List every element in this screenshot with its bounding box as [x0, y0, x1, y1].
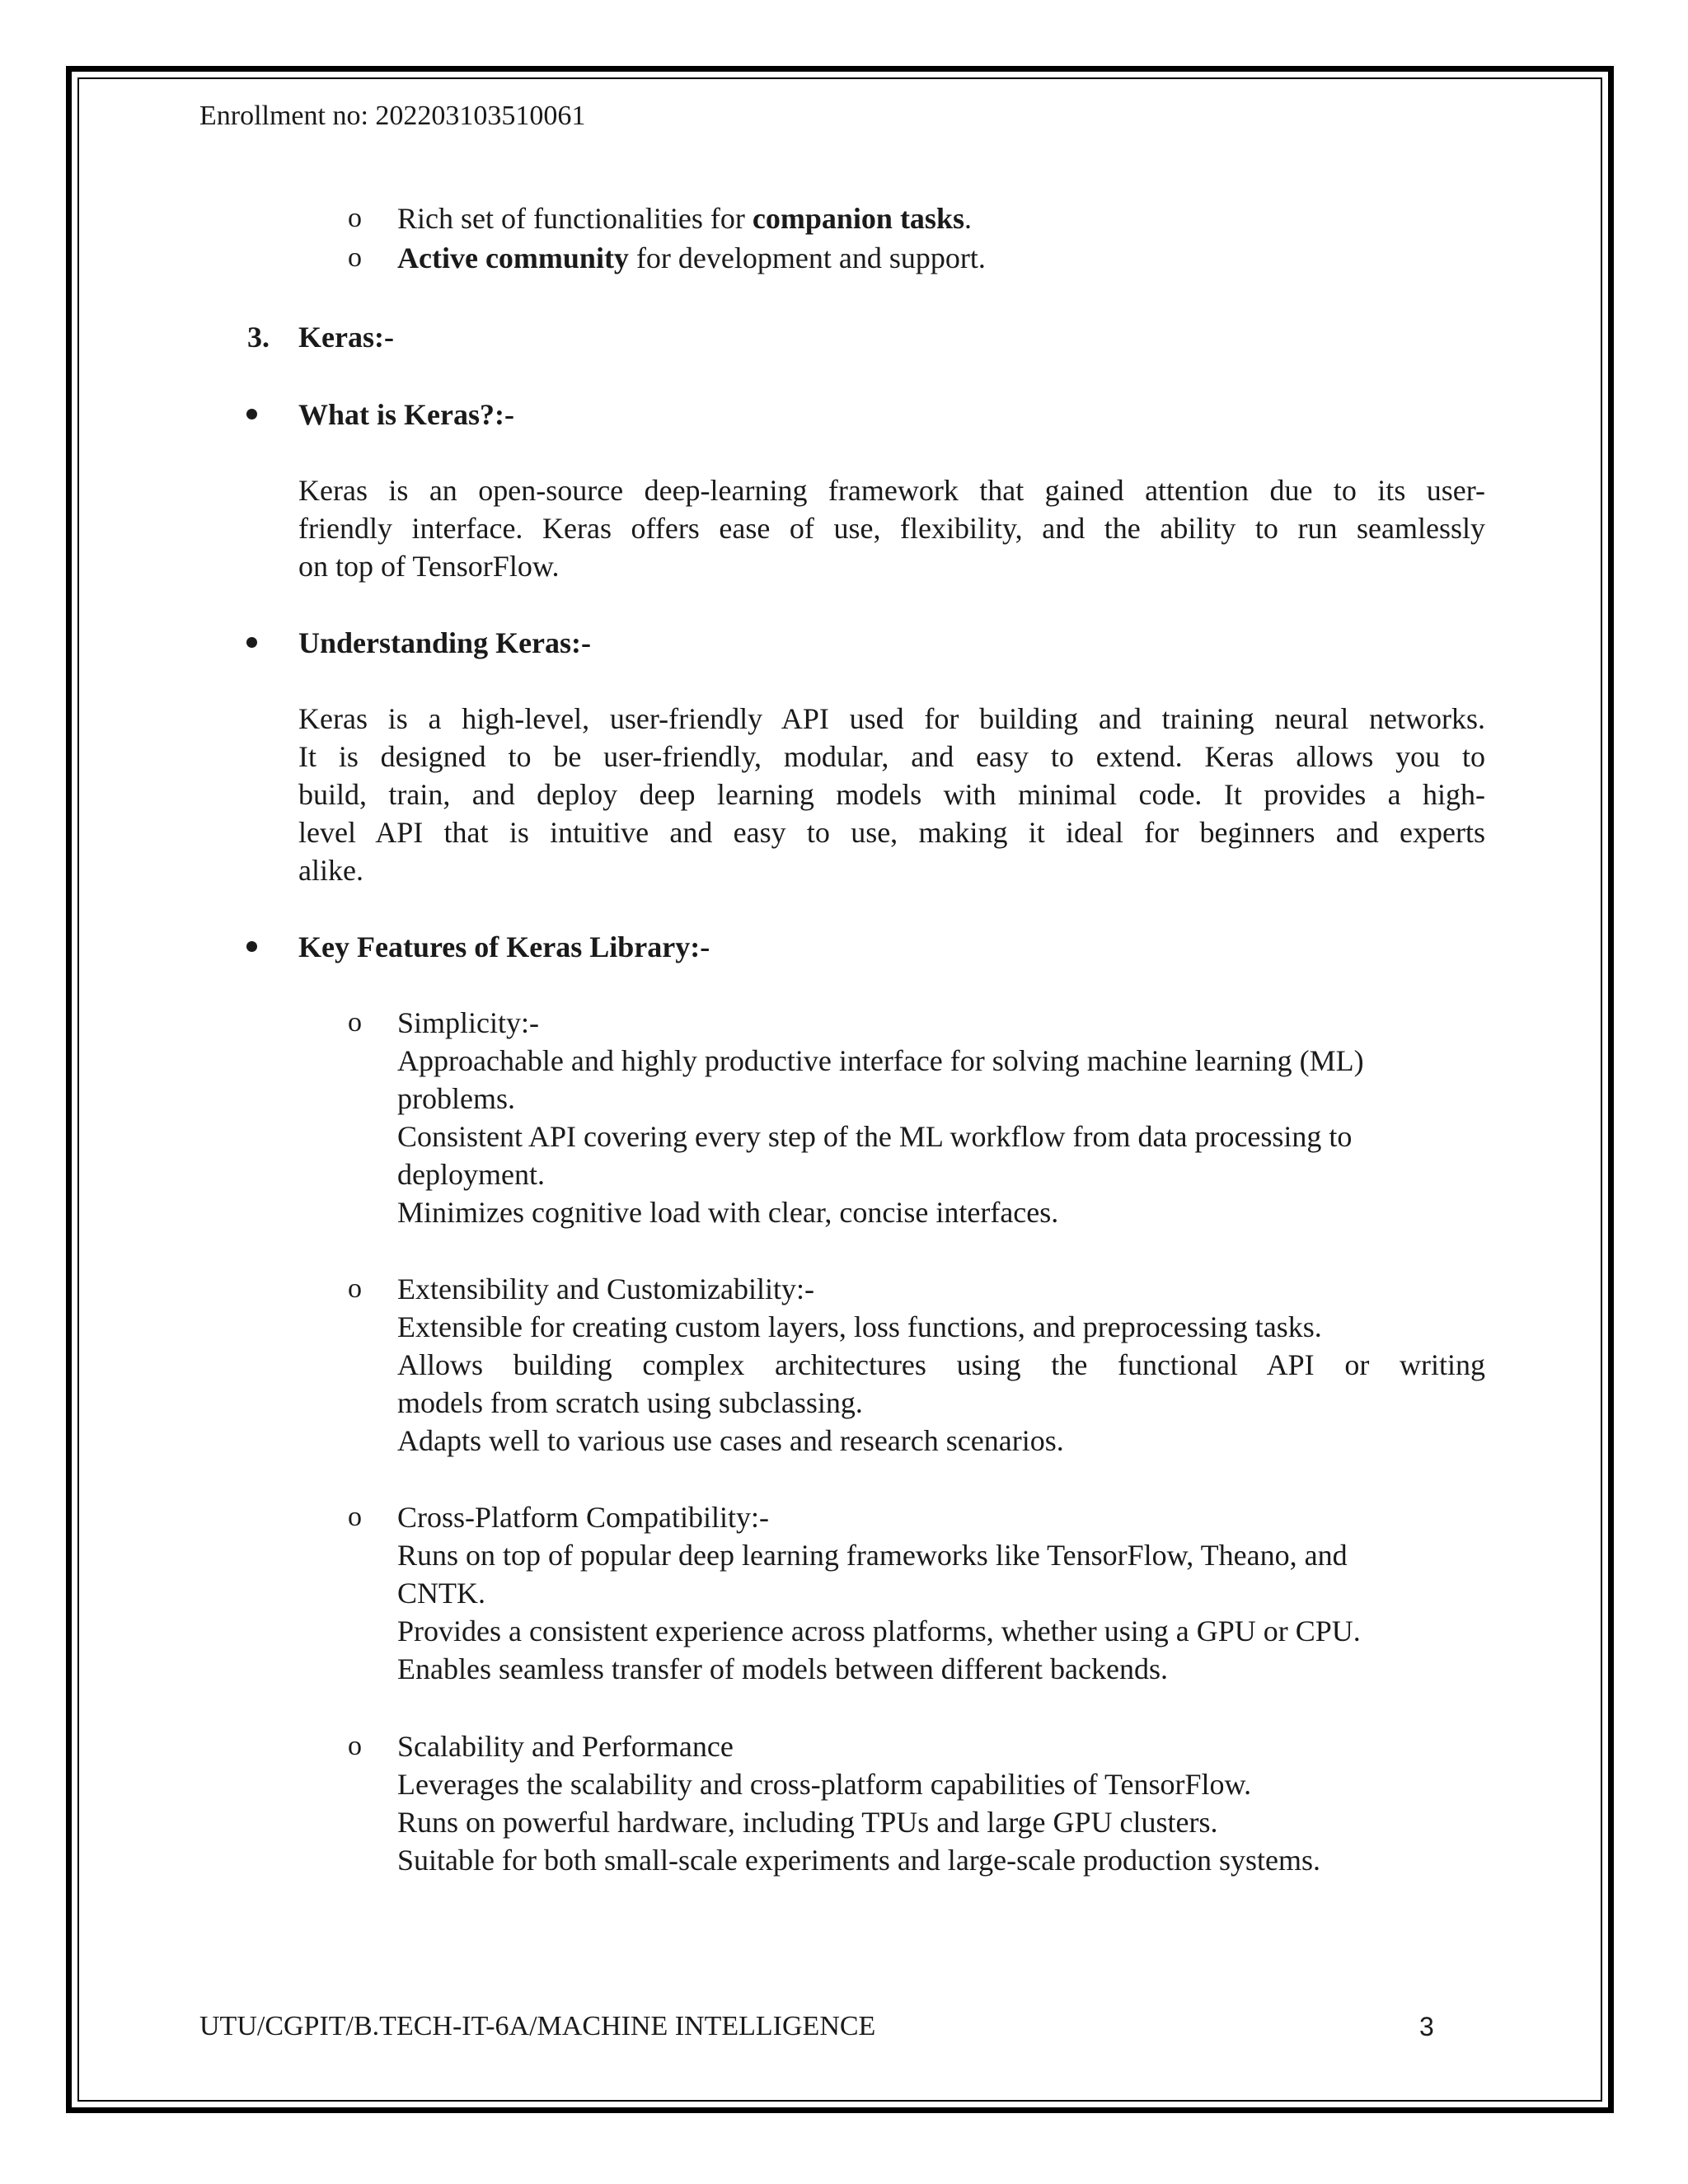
feature-line: deployment. [397, 1158, 545, 1191]
page-number: 3 [1419, 2012, 1434, 2041]
list-item-active-community [397, 239, 986, 277]
feature-title-cross-platform: Cross-Platform Compatibility:- [397, 1501, 769, 1534]
feature-title-simplicity: Simplicity:- [397, 1006, 540, 1039]
features-heading: Key Features of Keras Library:- [298, 930, 710, 963]
paragraph-line: level API that is intuitive and easy to use, making it ideal for beginners and experts [298, 816, 1485, 849]
bullet-circle: o [348, 1731, 362, 1761]
what-paragraph [298, 471, 1485, 585]
footer-course: UTU/CGPIT/B.TECH-IT-6A/MACHINE INTELLIGENCE [199, 2011, 876, 2041]
bullet-circle: o [348, 242, 362, 273]
feature-line: Adapts well to various use cases and research scenarios. [397, 1424, 1064, 1457]
paragraph-line: It is designed to be user-friendly, modular, and easy to extend. Keras allows you to [298, 740, 1485, 773]
feature-body-scalability [397, 1765, 1485, 1879]
bullet-dot [246, 409, 257, 419]
bullet-circle: o [348, 1502, 362, 1532]
enrollment-header: Enrollment no: 202203103510061 [199, 101, 586, 131]
paragraph-line: Keras is a high-level, user-friendly API used for building and training neural networks. [298, 702, 1485, 735]
feature-line: Minimizes cognitive load with clear, concise interfaces. [397, 1196, 1059, 1229]
feature-line: models from scratch using subclassing. [397, 1386, 863, 1419]
paragraph-line: build, train, and deploy deep learning models with minimal code. It provides a high- [298, 778, 1485, 811]
bullet-dot [246, 941, 257, 952]
feature-line: Allows building complex architectures using the functional API or writing [397, 1348, 1485, 1381]
feature-line: Approachable and highly productive interface for solving machine learning (ML) [397, 1044, 1364, 1077]
paragraph-line: friendly interface. Keras offers ease of use, flexibility, and the ability to run seamlessly [298, 512, 1485, 545]
feature-line: Consistent API covering every step of the ML workflow from data processing to [397, 1120, 1353, 1153]
feature-line: CNTK. [397, 1577, 485, 1610]
feature-line: Suitable for both small-scale experiments and large-scale production systems. [397, 1844, 1321, 1877]
feature-line: Runs on top of popular deep learning frameworks like TensorFlow, Theano, and [397, 1539, 1348, 1572]
feature-body-extensibility [397, 1308, 1485, 1460]
bullet-circle: o [348, 1273, 362, 1304]
feature-line: Provides a consistent experience across platforms, whether using a GPU or CPU. [397, 1615, 1361, 1647]
feature-line: Runs on powerful hardware, including TPUs and large GPU clusters. [397, 1806, 1218, 1839]
understanding-paragraph [298, 700, 1485, 889]
list-item-companion-tasks [397, 199, 972, 237]
bullet-dot [246, 637, 257, 648]
feature-title-extensibility: Extensibility and Customizability:- [397, 1272, 814, 1305]
feature-line: Enables seamless transfer of models between different backends. [397, 1652, 1168, 1685]
list-item-text: . [964, 202, 972, 235]
feature-body-simplicity [397, 1042, 1485, 1231]
list-item-bold: companion tasks [752, 202, 964, 235]
list-item-text: Rich set of functionalities for [397, 202, 753, 235]
feature-title-scalability: Scalability and Performance [397, 1730, 734, 1763]
what-heading: What is Keras?:- [298, 398, 514, 431]
understanding-heading: Understanding Keras:- [298, 626, 592, 659]
feature-line: Leverages the scalability and cross-platform capabilities of TensorFlow. [397, 1768, 1252, 1801]
bullet-circle: o [348, 203, 362, 233]
section-number: 3. [247, 321, 270, 354]
feature-line: Extensible for creating custom layers, loss functions, and preprocessing tasks. [397, 1310, 1322, 1343]
feature-body-cross-platform [397, 1536, 1485, 1688]
list-item-text: for development and support. [628, 241, 986, 274]
paragraph-line: on top of TensorFlow. [298, 550, 560, 583]
paragraph-line: Keras is an open-source deep-learning framework that gained attention due to its user- [298, 474, 1485, 507]
feature-line: problems. [397, 1082, 515, 1115]
list-item-bold: Active community [397, 241, 629, 274]
paragraph-line: alike. [298, 854, 363, 887]
section-title: Keras:- [298, 321, 394, 354]
bullet-circle: o [348, 1007, 362, 1038]
